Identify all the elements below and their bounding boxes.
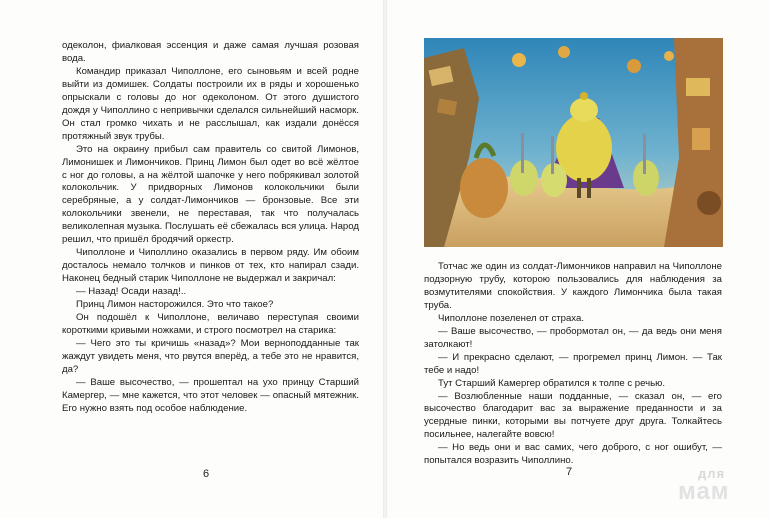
watermark-top-text: для: [698, 466, 726, 481]
page-number-right: 7: [566, 466, 573, 478]
paragraph: Тут Старший Камергер обратился к толпе с речью.: [438, 377, 665, 389]
paragraph: — Назад! Осади назад!..: [76, 286, 187, 298]
paragraph: Тотчас же один из солдат-Лимончиков направил на Чиполлоне подзорную трубу, которою пользовались для наблюдения за возмутителями спокойствия. У каждого Лимончика была такая труба.: [424, 261, 722, 311]
watermark-main-text: мам: [678, 478, 730, 505]
paragraph: — И прекрасно сделают, — прогремел принц Лимон. — Так тебе и надо!: [424, 351, 722, 376]
book-spine: [383, 0, 387, 518]
paragraph: Принц Лимон насторожился. Это что такое?: [76, 299, 274, 311]
watermark-logo: [678, 466, 748, 508]
paragraph: — Ваше высочество, — пробормотал он, — да ведь они меня затолкают!: [424, 325, 722, 350]
page-number-left: 6: [203, 468, 210, 480]
paragraph: — Чего это ты кричишь «назад»? Мои верноподданные так жаждут увидеть меня, что рвутся вперёд, а тебе это не нравится, да?: [62, 337, 359, 375]
left-page-text: [62, 40, 359, 416]
illustration-prince-lemon-and-soldiers-icon: [424, 38, 723, 247]
paragraph: — Возлюбленные наши подданные, — сказал он, — его высочество благодарит вас за выражение преданности и за усердные пинки, которыми вы потчуете друг друга. Толкайтесь посильнее, налегайте вовсю!: [424, 390, 722, 441]
paragraph: Чиполлоне позеленел от страха.: [438, 312, 584, 324]
paragraph: Командир приказал Чиполлоне, его сыновьям и всей родне выйти из домишек. Солдаты построили их в ряды и хорошенько опрыскали с головы до ног одеколоном. От этого душистого дождя у Чиполлино с непривычки сделался сильнейший насморк. Он стал громко чихать и не расслышал, как издали донёсся протяжный звук трубы.: [62, 65, 359, 142]
paragraph: Он подошёл к Чиполлоне, величаво переступая своими короткими кривыми ножками, и строго посмотрел на старика:: [62, 312, 359, 336]
paragraph: — Но ведь они и вас самих, чего доброго, с ног ошибут, — попытался возразить Чиполлино.: [424, 442, 722, 467]
right-page-text: [424, 261, 722, 468]
paragraph: — Ваше высочество, — прошептал на ухо принцу Старший Камергер, — мне кажется, что этот человек — опасный мятежник. Его нужно взять под особое наблюдение.: [62, 376, 359, 414]
paragraph: Это на окраину прибыл сам правитель со свитой Лимонов, Лимонишек и Лимончиков. Принц Лимон был одет во всё жёлтое с ног до головы, а на жёлтой шапочке у него побрякивал золотой колокольчик. У придворных Лимонов колокольчики были серебряные, а у солдат-Лимончиков — бронзовые. Все эти колокольчики звенели, не переставая, так что получалась великолепная музыка. Послушать её сбежалась вся улица. Народ решил, что пришёл бродячий оркестр.: [62, 143, 359, 246]
paragraph: одеколон, фиалковая эссенция и даже самая лучшая розовая вода.: [62, 40, 359, 64]
paragraph: Чиполлоне и Чиполлино оказались в первом ряду. Им обоим досталось немало толчков и пинков от тех, кто напирал сзади. Наконец бедный старик Чиполлоне не выдержал и закричал:: [62, 247, 359, 285]
